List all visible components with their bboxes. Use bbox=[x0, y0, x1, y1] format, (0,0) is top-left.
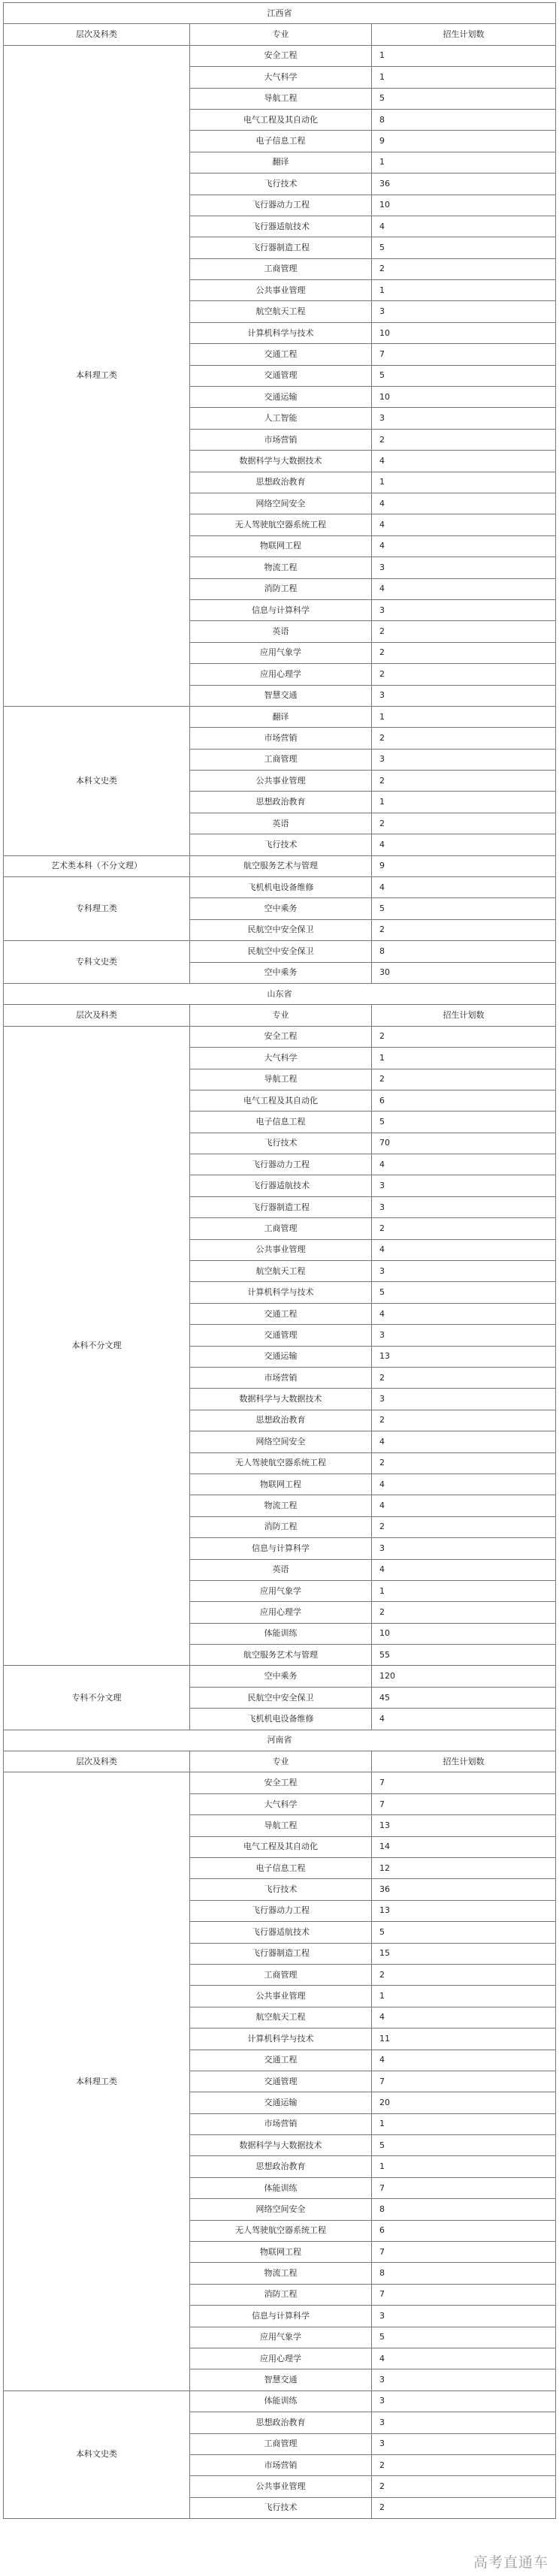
plan-count-cell: 1 bbox=[372, 152, 556, 173]
major-cell: 物流工程 bbox=[190, 1495, 372, 1516]
major-cell: 无人驾驶航空器系统工程 bbox=[190, 2220, 372, 2241]
admission-plan-document bbox=[3, 2, 555, 2519]
major-cell: 人工智能 bbox=[190, 408, 372, 429]
header-category: 层次及科类 bbox=[4, 1005, 190, 1026]
plan-count-cell: 1 bbox=[372, 1048, 556, 1069]
province-title-row bbox=[4, 983, 556, 1004]
major-cell: 导航工程 bbox=[190, 88, 372, 109]
plan-count-cell: 13 bbox=[372, 1346, 556, 1367]
major-cell: 大气科学 bbox=[190, 1048, 372, 1069]
major-cell: 工商管理 bbox=[190, 258, 372, 279]
major-cell: 市场营销 bbox=[190, 2454, 372, 2475]
plan-count-cell: 3 bbox=[372, 2369, 556, 2390]
major-cell: 智慧交通 bbox=[190, 2369, 372, 2390]
major-cell: 体能训练 bbox=[190, 1623, 372, 1644]
major-cell: 电子信息工程 bbox=[190, 1857, 372, 1878]
major-cell: 安全工程 bbox=[190, 45, 372, 66]
major-cell: 工商管理 bbox=[190, 2433, 372, 2454]
major-cell: 民航空中安全保卫 bbox=[190, 919, 372, 940]
plan-count-cell: 7 bbox=[372, 2071, 556, 2092]
major-cell: 电子信息工程 bbox=[190, 1112, 372, 1133]
header-major: 专业 bbox=[190, 1751, 372, 1772]
plan-count-cell: 9 bbox=[372, 855, 556, 876]
major-cell: 应用心理学 bbox=[190, 1602, 372, 1623]
plan-count-cell: 3 bbox=[372, 1196, 556, 1217]
major-cell: 飞行器适航技术 bbox=[190, 1175, 372, 1196]
major-cell: 交通运输 bbox=[190, 1346, 372, 1367]
major-cell: 物联网工程 bbox=[190, 2242, 372, 2263]
plan-count-cell: 2 bbox=[372, 2497, 556, 2518]
plan-count-cell: 7 bbox=[372, 344, 556, 365]
plan-count-cell: 2 bbox=[372, 728, 556, 749]
plan-count-cell: 2 bbox=[372, 771, 556, 792]
major-cell: 飞行器制造工程 bbox=[190, 1943, 372, 1964]
plan-count-cell: 2 bbox=[372, 2454, 556, 2475]
province-title-row bbox=[4, 1730, 556, 1751]
major-cell: 网络空间安全 bbox=[190, 493, 372, 514]
plan-count-cell: 1 bbox=[372, 792, 556, 813]
major-cell: 市场营销 bbox=[190, 429, 372, 450]
major-cell: 英语 bbox=[190, 813, 372, 834]
major-cell: 飞行器制造工程 bbox=[190, 237, 372, 258]
plan-count-cell: 4 bbox=[372, 877, 556, 898]
major-cell: 信息与计算科学 bbox=[190, 1538, 372, 1559]
plan-count-cell: 70 bbox=[372, 1133, 556, 1154]
plan-count-cell: 3 bbox=[372, 1261, 556, 1282]
table-row bbox=[4, 45, 556, 66]
plan-count-cell: 5 bbox=[372, 88, 556, 109]
major-cell: 交通管理 bbox=[190, 2071, 372, 2092]
plan-count-cell: 2 bbox=[372, 1069, 556, 1090]
major-cell: 公共事业管理 bbox=[190, 2476, 372, 2497]
major-cell: 思想政治教育 bbox=[190, 1410, 372, 1431]
major-cell: 无人驾驶航空器系统工程 bbox=[190, 1452, 372, 1474]
header-count: 招生计划数 bbox=[372, 24, 556, 45]
plan-count-cell: 13 bbox=[372, 1815, 556, 1836]
major-cell: 物流工程 bbox=[190, 557, 372, 578]
plan-count-cell: 2 bbox=[372, 813, 556, 834]
plan-count-cell: 2 bbox=[372, 258, 556, 279]
major-cell: 体能训练 bbox=[190, 2177, 372, 2198]
table-row bbox=[4, 855, 556, 876]
plan-count-cell: 2 bbox=[372, 1602, 556, 1623]
major-cell: 大气科学 bbox=[190, 67, 372, 88]
plan-count-cell: 5 bbox=[372, 898, 556, 919]
plan-count-cell: 4 bbox=[372, 834, 556, 855]
major-cell: 飞机机电设备维修 bbox=[190, 877, 372, 898]
plan-count-cell: 3 bbox=[372, 2306, 556, 2327]
province-title: 河南省 bbox=[4, 1730, 556, 1751]
plan-count-cell: 10 bbox=[372, 195, 556, 216]
major-cell: 电子信息工程 bbox=[190, 131, 372, 152]
plan-count-cell: 1 bbox=[372, 2156, 556, 2177]
plan-count-cell: 3 bbox=[372, 685, 556, 706]
major-cell: 市场营销 bbox=[190, 2113, 372, 2134]
province-title-row bbox=[4, 3, 556, 24]
plan-count-cell: 5 bbox=[372, 1112, 556, 1133]
major-cell: 航空服务艺术与管理 bbox=[190, 855, 372, 876]
province-title: 江西省 bbox=[4, 3, 556, 24]
major-cell: 电气工程及其自动化 bbox=[190, 109, 372, 130]
major-cell: 航空航天工程 bbox=[190, 2007, 372, 2028]
plan-count-cell: 3 bbox=[372, 1389, 556, 1410]
major-cell: 信息与计算科学 bbox=[190, 2306, 372, 2327]
major-cell: 安全工程 bbox=[190, 1026, 372, 1047]
plan-count-cell: 8 bbox=[372, 941, 556, 962]
province-title: 山东省 bbox=[4, 983, 556, 1004]
plan-count-cell: 8 bbox=[372, 109, 556, 130]
major-cell: 安全工程 bbox=[190, 1772, 372, 1793]
major-cell: 飞行技术 bbox=[190, 173, 372, 195]
plan-count-cell: 120 bbox=[372, 1666, 556, 1687]
major-cell: 思想政治教育 bbox=[190, 2156, 372, 2177]
plan-count-cell: 30 bbox=[372, 962, 556, 983]
major-cell: 思想政治教育 bbox=[190, 472, 372, 493]
major-cell: 飞机机电设备维修 bbox=[190, 1709, 372, 1730]
plan-count-cell: 36 bbox=[372, 173, 556, 195]
major-cell: 翻译 bbox=[190, 706, 372, 727]
plan-count-cell: 4 bbox=[372, 1495, 556, 1516]
table-row bbox=[4, 706, 556, 727]
plan-count-cell: 2 bbox=[372, 621, 556, 642]
watermark-logo: 高考直通车 bbox=[473, 2554, 548, 2571]
category-cell: 专科理工类 bbox=[4, 877, 190, 941]
plan-count-cell: 5 bbox=[372, 2327, 556, 2348]
table-header-row bbox=[4, 1751, 556, 1772]
major-cell: 飞行技术 bbox=[190, 1133, 372, 1154]
plan-count-cell: 2 bbox=[372, 1452, 556, 1474]
plan-count-cell: 1 bbox=[372, 472, 556, 493]
major-cell: 体能训练 bbox=[190, 2390, 372, 2412]
plan-count-cell: 1 bbox=[372, 2113, 556, 2134]
major-cell: 消防工程 bbox=[190, 2284, 372, 2305]
major-cell: 计算机科学与技术 bbox=[190, 322, 372, 343]
major-cell: 飞行器动力工程 bbox=[190, 1154, 372, 1175]
plan-count-cell: 45 bbox=[372, 1687, 556, 1708]
plan-count-cell: 6 bbox=[372, 1090, 556, 1111]
major-cell: 思想政治教育 bbox=[190, 2412, 372, 2433]
table-row bbox=[4, 1026, 556, 1047]
plan-count-cell: 5 bbox=[372, 365, 556, 386]
plan-count-cell: 2 bbox=[372, 1218, 556, 1239]
major-cell: 应用气象学 bbox=[190, 1580, 372, 1601]
major-cell: 电气工程及其自动化 bbox=[190, 1090, 372, 1111]
category-cell: 本科理工类 bbox=[4, 45, 190, 706]
major-cell: 物联网工程 bbox=[190, 535, 372, 557]
category-cell: 专科不分文理 bbox=[4, 1666, 190, 1730]
plan-count-cell: 55 bbox=[372, 1645, 556, 1666]
plan-count-cell: 11 bbox=[372, 2029, 556, 2050]
plan-count-cell: 3 bbox=[372, 1538, 556, 1559]
major-cell: 应用气象学 bbox=[190, 642, 372, 663]
major-cell: 计算机科学与技术 bbox=[190, 2029, 372, 2050]
major-cell: 工商管理 bbox=[190, 749, 372, 770]
plan-count-cell: 1 bbox=[372, 45, 556, 66]
major-cell: 航空航天工程 bbox=[190, 301, 372, 322]
table-row bbox=[4, 2390, 556, 2412]
plan-count-cell: 20 bbox=[372, 2092, 556, 2113]
major-cell: 民航空中安全保卫 bbox=[190, 1687, 372, 1708]
plan-count-cell: 3 bbox=[372, 2390, 556, 2412]
table-row bbox=[4, 1772, 556, 1793]
table-row bbox=[4, 877, 556, 898]
category-cell: 本科文史类 bbox=[4, 706, 190, 855]
plan-count-cell: 15 bbox=[372, 1943, 556, 1964]
plan-count-cell: 10 bbox=[372, 1623, 556, 1644]
major-cell: 空中乘务 bbox=[190, 898, 372, 919]
plan-count-cell: 2 bbox=[372, 1026, 556, 1047]
plan-count-cell: 3 bbox=[372, 2412, 556, 2433]
plan-count-cell: 2 bbox=[372, 1368, 556, 1389]
major-cell: 导航工程 bbox=[190, 1815, 372, 1836]
plan-count-cell: 7 bbox=[372, 1772, 556, 1793]
plan-count-cell: 3 bbox=[372, 557, 556, 578]
major-cell: 飞行器动力工程 bbox=[190, 195, 372, 216]
admission-plan-table bbox=[3, 2, 556, 2519]
major-cell: 公共事业管理 bbox=[190, 1239, 372, 1260]
plan-count-cell: 8 bbox=[372, 2199, 556, 2220]
plan-count-cell: 3 bbox=[372, 301, 556, 322]
major-cell: 交通管理 bbox=[190, 365, 372, 386]
plan-count-cell: 6 bbox=[372, 2220, 556, 2241]
major-cell: 数据科学与大数据技术 bbox=[190, 2135, 372, 2156]
plan-count-cell: 2 bbox=[372, 1516, 556, 1537]
major-cell: 应用心理学 bbox=[190, 664, 372, 685]
header-category: 层次及科类 bbox=[4, 1751, 190, 1772]
plan-count-cell: 10 bbox=[372, 322, 556, 343]
header-category: 层次及科类 bbox=[4, 24, 190, 45]
plan-count-cell: 4 bbox=[372, 1303, 556, 1324]
major-cell: 计算机科学与技术 bbox=[190, 1282, 372, 1303]
major-cell: 公共事业管理 bbox=[190, 280, 372, 301]
plan-count-cell: 3 bbox=[372, 1325, 556, 1346]
plan-count-cell: 7 bbox=[372, 2177, 556, 2198]
major-cell: 飞行技术 bbox=[190, 1879, 372, 1900]
plan-count-cell: 5 bbox=[372, 2135, 556, 2156]
category-cell: 本科理工类 bbox=[4, 1772, 190, 2390]
major-cell: 交通运输 bbox=[190, 2092, 372, 2113]
plan-count-cell: 1 bbox=[372, 1580, 556, 1601]
category-cell: 艺术类本科（不分文理） bbox=[4, 855, 190, 876]
major-cell: 空中乘务 bbox=[190, 962, 372, 983]
major-cell: 公共事业管理 bbox=[190, 1986, 372, 2007]
plan-count-cell: 2 bbox=[372, 1964, 556, 1985]
major-cell: 工商管理 bbox=[190, 1218, 372, 1239]
major-cell: 公共事业管理 bbox=[190, 771, 372, 792]
plan-count-cell: 9 bbox=[372, 131, 556, 152]
plan-count-cell: 7 bbox=[372, 2284, 556, 2305]
header-major: 专业 bbox=[190, 1005, 372, 1026]
major-cell: 交通工程 bbox=[190, 344, 372, 365]
major-cell: 航空航天工程 bbox=[190, 1261, 372, 1282]
plan-count-cell: 13 bbox=[372, 1900, 556, 1921]
major-cell: 英语 bbox=[190, 621, 372, 642]
plan-count-cell: 3 bbox=[372, 1175, 556, 1196]
major-cell: 网络空间安全 bbox=[190, 2199, 372, 2220]
major-cell: 物流工程 bbox=[190, 2263, 372, 2284]
major-cell: 空中乘务 bbox=[190, 1666, 372, 1687]
major-cell: 大气科学 bbox=[190, 1793, 372, 1814]
major-cell: 电气工程及其自动化 bbox=[190, 1836, 372, 1857]
plan-count-cell: 5 bbox=[372, 1922, 556, 1943]
plan-count-cell: 14 bbox=[372, 1836, 556, 1857]
plan-count-cell: 1 bbox=[372, 706, 556, 727]
major-cell: 飞行技术 bbox=[190, 834, 372, 855]
category-cell: 本科文史类 bbox=[4, 2390, 190, 2518]
major-cell: 工商管理 bbox=[190, 1964, 372, 1985]
major-cell: 交通工程 bbox=[190, 2050, 372, 2071]
major-cell: 交通管理 bbox=[190, 1325, 372, 1346]
category-cell: 本科不分文理 bbox=[4, 1026, 190, 1666]
major-cell: 应用气象学 bbox=[190, 2327, 372, 2348]
plan-count-cell: 3 bbox=[372, 408, 556, 429]
table-header-row bbox=[4, 1005, 556, 1026]
plan-count-cell: 4 bbox=[372, 1474, 556, 1495]
major-cell: 飞行器适航技术 bbox=[190, 216, 372, 237]
plan-count-cell: 10 bbox=[372, 387, 556, 408]
header-major: 专业 bbox=[190, 24, 372, 45]
plan-count-cell: 2 bbox=[372, 1410, 556, 1431]
major-cell: 市场营销 bbox=[190, 1368, 372, 1389]
table-row bbox=[4, 941, 556, 962]
plan-count-cell: 36 bbox=[372, 1879, 556, 1900]
major-cell: 飞行技术 bbox=[190, 2497, 372, 2518]
plan-count-cell: 4 bbox=[372, 2007, 556, 2028]
plan-count-cell: 2 bbox=[372, 2476, 556, 2497]
major-cell: 飞行器动力工程 bbox=[190, 1900, 372, 1921]
major-cell: 消防工程 bbox=[190, 578, 372, 599]
major-cell: 无人驾驶航空器系统工程 bbox=[190, 514, 372, 535]
major-cell: 智慧交通 bbox=[190, 685, 372, 706]
plan-count-cell: 4 bbox=[372, 578, 556, 599]
plan-count-cell: 5 bbox=[372, 237, 556, 258]
plan-count-cell: 1 bbox=[372, 1986, 556, 2007]
plan-count-cell: 4 bbox=[372, 1154, 556, 1175]
major-cell: 飞行器制造工程 bbox=[190, 1196, 372, 1217]
header-count: 招生计划数 bbox=[372, 1005, 556, 1026]
major-cell: 英语 bbox=[190, 1559, 372, 1580]
plan-count-cell: 4 bbox=[372, 216, 556, 237]
plan-count-cell: 12 bbox=[372, 1857, 556, 1878]
plan-count-cell: 4 bbox=[372, 2050, 556, 2071]
plan-count-cell: 7 bbox=[372, 1793, 556, 1814]
plan-count-cell: 2 bbox=[372, 429, 556, 450]
plan-count-cell: 1 bbox=[372, 280, 556, 301]
major-cell: 信息与计算科学 bbox=[190, 599, 372, 620]
major-cell: 导航工程 bbox=[190, 1069, 372, 1090]
category-cell: 专科文史类 bbox=[4, 941, 190, 984]
major-cell: 数据科学与大数据技术 bbox=[190, 1389, 372, 1410]
plan-count-cell: 4 bbox=[372, 1559, 556, 1580]
major-cell: 交通运输 bbox=[190, 387, 372, 408]
table-header-row bbox=[4, 24, 556, 45]
major-cell: 数据科学与大数据技术 bbox=[190, 451, 372, 472]
plan-count-cell: 1 bbox=[372, 67, 556, 88]
plan-count-cell: 2 bbox=[372, 642, 556, 663]
plan-count-cell: 4 bbox=[372, 514, 556, 535]
major-cell: 物联网工程 bbox=[190, 1474, 372, 1495]
header-count: 招生计划数 bbox=[372, 1751, 556, 1772]
major-cell: 翻译 bbox=[190, 152, 372, 173]
major-cell: 航空服务艺术与管理 bbox=[190, 1645, 372, 1666]
major-cell: 网络空间安全 bbox=[190, 1431, 372, 1452]
plan-count-cell: 2 bbox=[372, 919, 556, 940]
plan-count-cell: 5 bbox=[372, 1282, 556, 1303]
plan-count-cell: 2 bbox=[372, 664, 556, 685]
plan-count-cell: 3 bbox=[372, 2433, 556, 2454]
major-cell: 市场营销 bbox=[190, 728, 372, 749]
major-cell: 飞行器适航技术 bbox=[190, 1922, 372, 1943]
major-cell: 消防工程 bbox=[190, 1516, 372, 1537]
plan-count-cell: 4 bbox=[372, 493, 556, 514]
plan-count-cell: 3 bbox=[372, 599, 556, 620]
plan-count-cell: 4 bbox=[372, 1709, 556, 1730]
plan-count-cell: 8 bbox=[372, 2263, 556, 2284]
plan-count-cell: 4 bbox=[372, 2348, 556, 2369]
major-cell: 交通工程 bbox=[190, 1303, 372, 1324]
major-cell: 应用心理学 bbox=[190, 2348, 372, 2369]
plan-count-cell: 4 bbox=[372, 535, 556, 557]
plan-count-cell: 3 bbox=[372, 749, 556, 770]
plan-count-cell: 4 bbox=[372, 451, 556, 472]
plan-count-cell: 4 bbox=[372, 1239, 556, 1260]
major-cell: 民航空中安全保卫 bbox=[190, 941, 372, 962]
plan-count-cell: 4 bbox=[372, 1431, 556, 1452]
major-cell: 思想政治教育 bbox=[190, 792, 372, 813]
plan-count-cell: 7 bbox=[372, 2242, 556, 2263]
table-row bbox=[4, 1666, 556, 1687]
